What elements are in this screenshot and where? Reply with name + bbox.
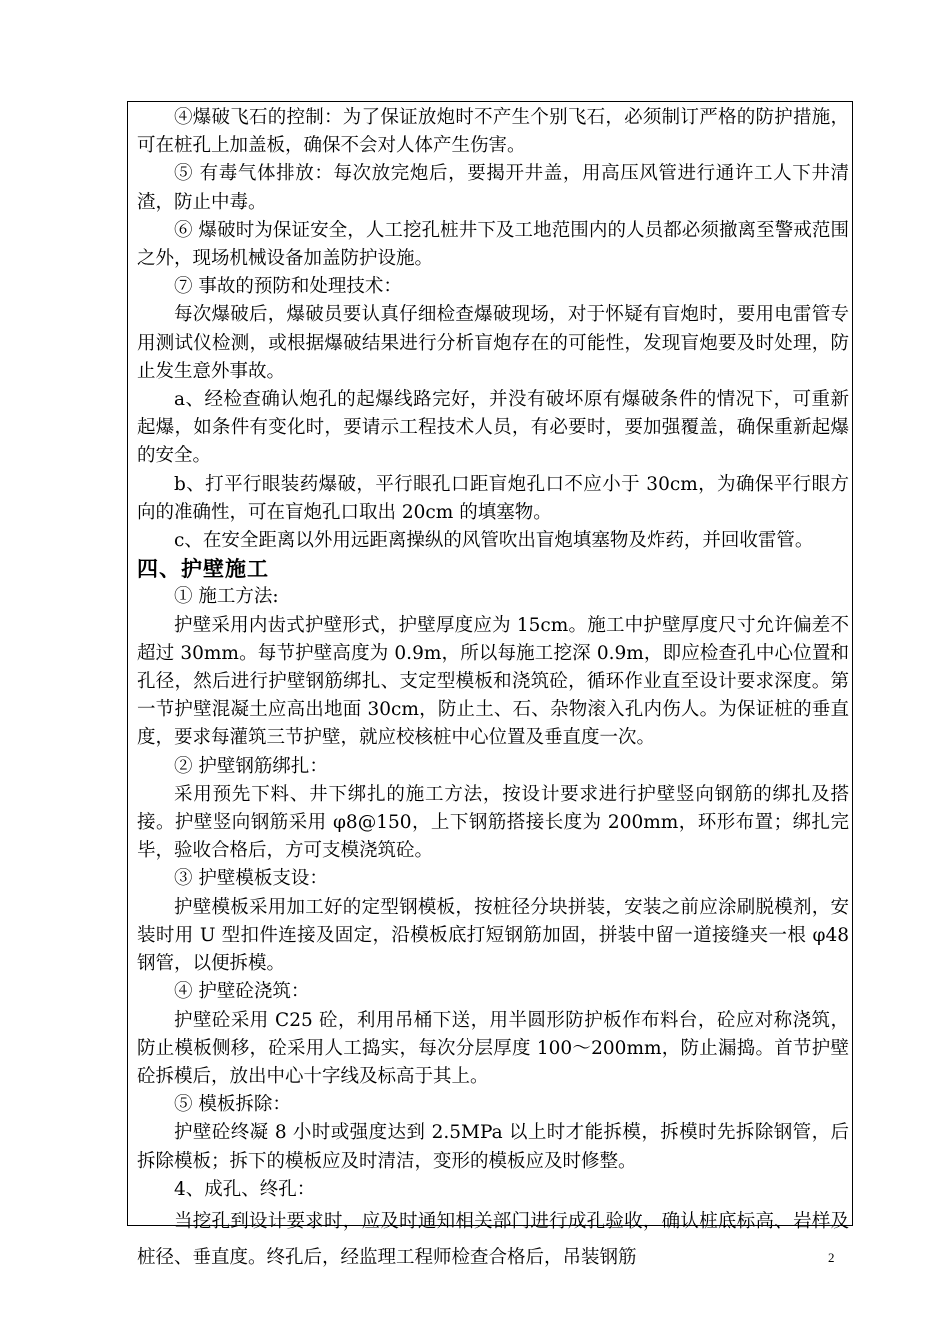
document-body: [137, 104, 849, 1276]
paragraph: 护壁砼采用 C25 砼，利用吊桶下送，用半圆形防护板作布料台，砼应对称浇筑，防止模板侧移，砼采用人工捣实，每次分层厚度 100～200mm，防止漏捣。首节护壁砼拆模后，放出中心十字线及标高于其上。: [137, 1009, 849, 1087]
paragraph: 4、成孔、终孔：: [174, 1178, 316, 1200]
paragraph: ④爆破飞石的控制：为了保证放炮时不产生个别飞石，必须制订严格的防护措施，可在桩孔上加盖板，确保不会对人体产生伤害。: [137, 107, 849, 157]
paragraph: 采用预先下料、井下绑扎的施工方法，按设计要求进行护壁竖向钢筋的绑扎及搭接。护壁竖向钢筋采用 φ8@150，上下钢筋搭接长度为 200mm，环形布置；绑扎完毕，验收合格后，方可支模浇筑砼。: [137, 783, 849, 862]
paragraph: ③ 护壁模板支设：: [174, 868, 328, 890]
paragraph: ⑥ 爆破时为保证安全，人工挖孔桩井下及工地范围内的人员都必须撤离至警戒范围之外，现场机械设备加盖防护设施。: [137, 219, 849, 270]
paragraph: 每次爆破后，爆破员要认真仔细检查爆破现场，对于怀疑有盲炮时，要用电雷管专用测试仪检测，或根据爆破结果进行分析盲炮存在的可能性，发现盲炮要及时处理，防止发生意外事故。: [137, 304, 849, 382]
paragraph: ② 护壁钢筋绑扎：: [174, 755, 328, 777]
paragraph: 护壁采用内齿式护壁形式，护壁厚度应为 15cm。施工中护壁厚度尺寸允许偏差不超过 30mm。每节护壁高度为 0.9m，所以每施工挖深 0.9m，即应检查孔中心位置和孔径，然后进行护壁钢筋绑扎、支定型模板和浇筑砼，循环作业直至设计要求深度。第一节护壁混凝土应高出地面 30cm，防止土、石、杂物滚入孔内伤人。为保证桩的垂直度，要求每灌筑三节护壁，就应校核桩中心位置及垂直度一次。: [137, 614, 849, 749]
page-number: 2: [828, 1250, 835, 1265]
paragraph: b、打平行眼装药爆破，平行眼孔口距盲炮孔口不应小于 30cm，为确保平行眼方向的准确性，可在盲炮孔口取出 20cm 的填塞物。: [137, 473, 849, 523]
paragraph: ⑤ 模板拆除：: [174, 1094, 291, 1116]
paragraph: 护壁砼终凝 8 小时或强度达到 2.5MPa 以上时才能拆模，拆模时先拆除钢管，后拆除模板；拆下的模板应及时清洁，变形的模板应及时修整。: [137, 1122, 849, 1172]
paragraph: 当挖孔到设计要求时，应及时通知相关部门进行成孔验收，确认桩底标高、岩样及桩径、垂直度。终孔后，经监理工程师检查合格后，吊装钢筋: [137, 1210, 849, 1268]
paragraph: ⑦ 事故的预防和处理技术：: [174, 276, 402, 298]
paragraph: c、在安全距离以外用远距离操纵的风管吹出盲炮填塞物及炸药，并回收雷管。: [174, 530, 814, 552]
paragraph: a、经检查确认炮孔的起爆线路完好，并没有破坏原有爆破条件的情况下，可重新起爆，如条件有变化时，要请示工程技术人员，有必要时，要加强覆盖，确保重新起爆的安全。: [137, 389, 849, 467]
paragraph: 护壁模板采用加工好的定型钢模板，按桩径分块拼装，安装之前应涂刷脱模剂，安装时用 U 型扣件连接及固定，沿模板底打短钢筋加固，拼装中留一道接缝夹一根 φ48 钢管，以便拆模。: [137, 896, 849, 975]
paragraph: ④ 护壁砼浇筑：: [174, 981, 310, 1003]
paragraph: ① 施工方法:: [174, 586, 279, 608]
paragraph: ⑤ 有毒气体排放：每次放完炮后，要揭开井盖，用高压风管进行通许工人下井清渣，防止中毒。: [137, 163, 849, 213]
section-heading: 四、护壁施工: [137, 556, 269, 582]
